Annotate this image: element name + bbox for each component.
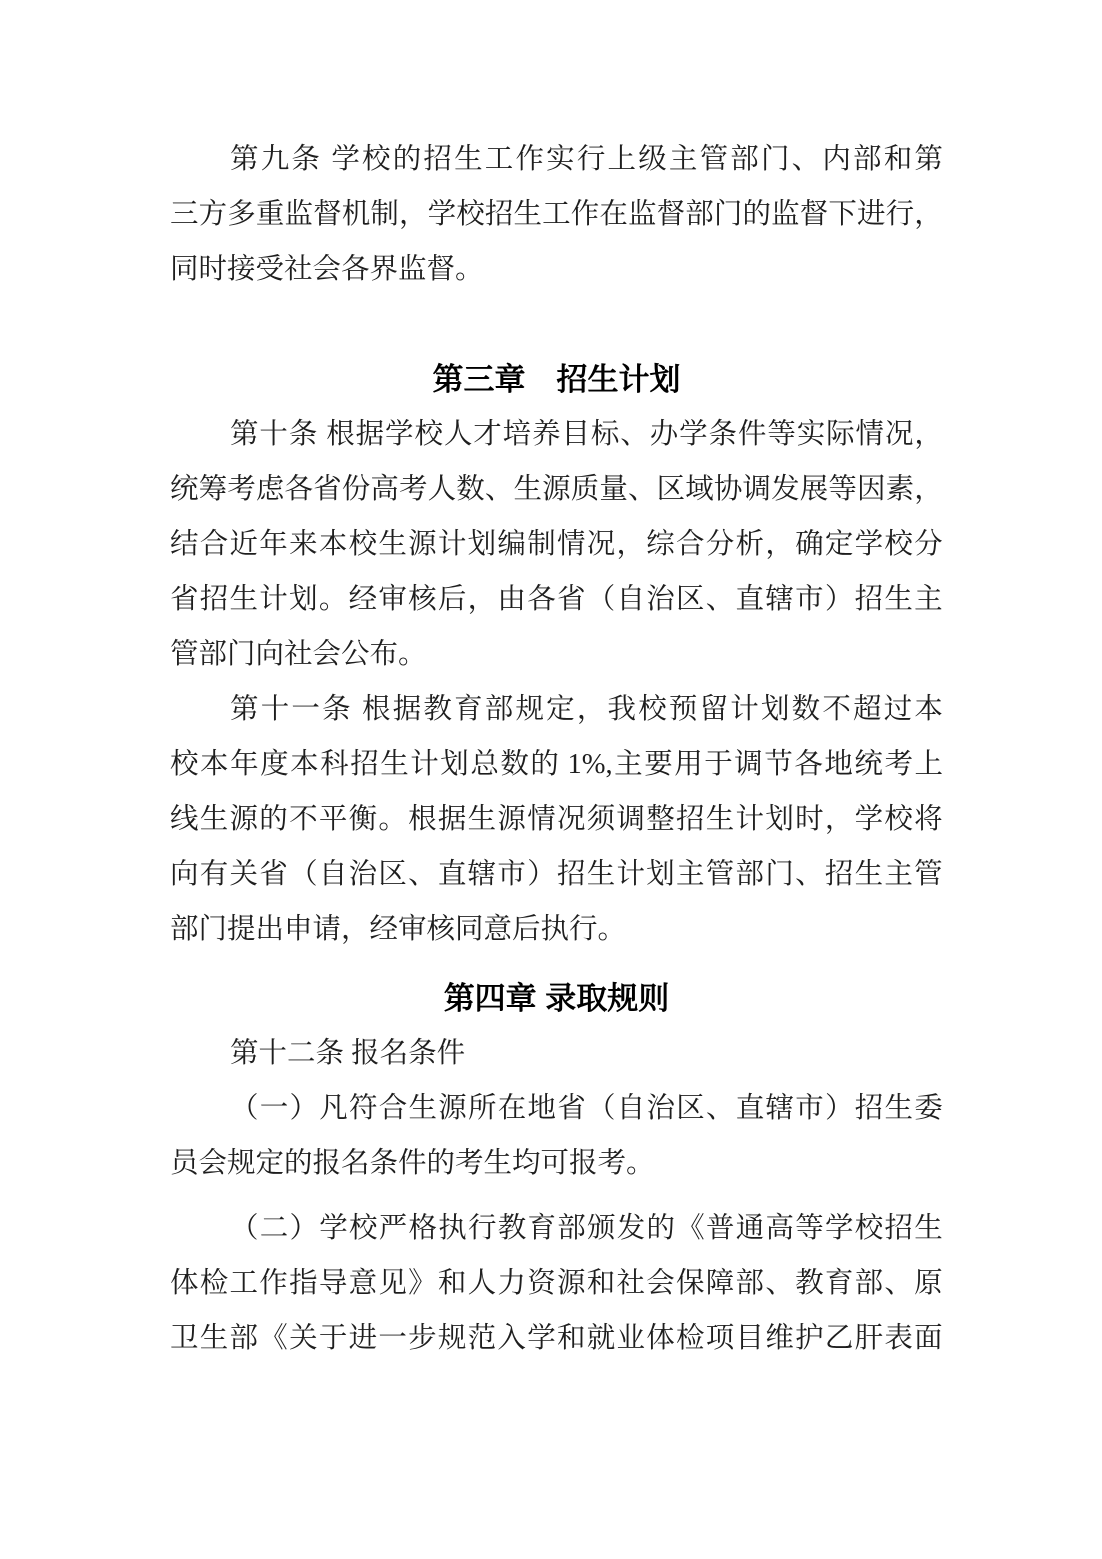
paragraph-line: 同时接受社会各界监督。 [170, 254, 484, 285]
paragraph-line: 三 方 多 重 监 督 机 制 ， 学 校 招 生 工 作 在 监 督 部 门 的 监 督 下 进 行 ， [170, 199, 943, 230]
paragraph-line: 统 筹 考 虑 各 省 份 高 考 人 数 、 生 源 质 量 、 区 域 协 调 发 展 等 因 素 ， [170, 474, 943, 505]
article-11-paragraph [170, 682, 943, 957]
paragraph-line: 员会规定的报名条件的考生均可报考。 [170, 1148, 655, 1179]
paragraph-line: （ 二 ） 学 校 严 格 执 行 教 育 部 颁 发 的 《 普 通 高 等 学 校 招 生 [230, 1213, 943, 1244]
article-12-item-2-paragraph [170, 1201, 943, 1366]
paragraph-line: 线 生 源 的 不 平 衡 。 根 据 生 源 情 况 须 调 整 招 生 计 划 时 ， 学 校 将 [170, 804, 943, 835]
paragraph-line: 第 十 一 条 根 据 教 育 部 规 定 ， 我 校 预 留 计 划 数 不 超 过 本 [230, 694, 943, 725]
article-9-paragraph [170, 132, 943, 297]
paragraph-line: 结 合 近 年 来 本 校 生 源 计 划 编 制 情 况 ， 综 合 分 析 ， 确 定 学 校 分 [170, 529, 943, 560]
paragraph-line: 部门提出申请，经审核同意后执行。 [170, 914, 627, 945]
article-12-item-1-paragraph [170, 1081, 943, 1191]
paragraph-line: （ 一 ） 凡 符 合 生 源 所 在 地 省 （ 自 治 区 、 直 辖 市 ） 招 生 委 [230, 1093, 943, 1124]
paragraph-line: 省 招 生 计 划 。 经 审 核 后 ， 由 各 省 （ 自 治 区 、 直 辖 市 ） 招 生 主 [170, 584, 943, 615]
paragraph-line: 卫 生 部 《 关 于 进 一 步 规 范 入 学 和 就 业 体 检 项 目 维 护 乙 肝 表 面 [170, 1323, 943, 1354]
chapter-3-heading: 第三章 招生计划 [432, 362, 681, 397]
paragraph-line: 校 本 年 度 本 科 招 生 计 划 总 数 的 1%, 主 要 用 于 调 节 各 地 统 考 上 [170, 749, 943, 780]
paragraph-line: 管部门向社会公布。 [170, 639, 427, 670]
chapter-4-heading: 第四章 录取规则 [443, 981, 670, 1016]
article-12-title-paragraph [170, 1026, 943, 1081]
paragraph-line: 体 检 工 作 指 导 意 见 》 和 人 力 资 源 和 社 会 保 障 部 、 教 育 部 、 原 [170, 1268, 943, 1299]
paragraph-line: 第 十 条 根 据 学 校 人 才 培 养 目 标 、 办 学 条 件 等 实 际 情 况 ， [230, 419, 943, 450]
paragraph-line: 第十二条 报名条件 [230, 1038, 466, 1069]
article-10-paragraph [170, 407, 943, 682]
paragraph-line: 第 九 条 学 校 的 招 生 工 作 实 行 上 级 主 管 部 门 、 内 部 和 第 [230, 144, 943, 175]
paragraph-line: 向 有 关 省 （ 自 治 区 、 直 辖 市 ） 招 生 计 划 主 管 部 门 、 招 生 主 管 [170, 859, 943, 890]
